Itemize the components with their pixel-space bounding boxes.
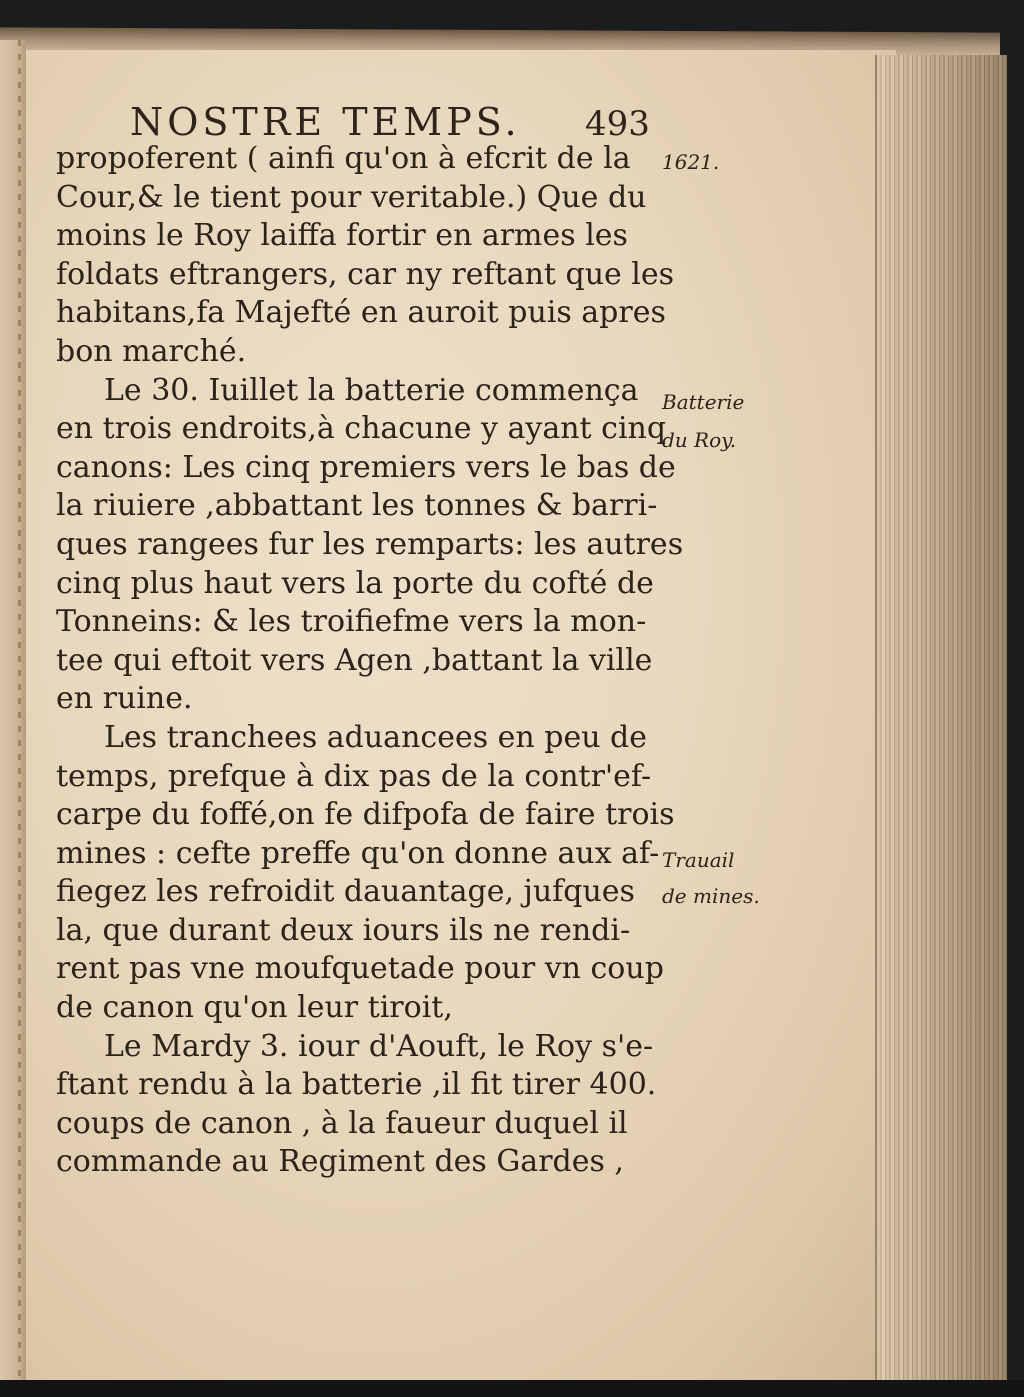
text-line: moins le Roy laiffa fortir en armes les — [56, 218, 628, 254]
text-line: fiegez les refroidit dauantage, jufques — [56, 874, 635, 910]
text-line: en ruine. — [56, 681, 193, 717]
text-line: de canon qu'on leur tiroit, — [56, 990, 453, 1026]
margin-note-du-roy: du Roy. — [662, 428, 737, 452]
text-line: commande au Regiment des Gardes , — [56, 1144, 624, 1180]
text-line: rent pas vne moufquetade pour vn coup — [56, 951, 664, 987]
text-line: ques rangees fur les remparts: les autres — [56, 526, 684, 562]
text-line: propoferent ( ainfi qu'on à efcrit de la — [56, 141, 631, 176]
text-line: bon marché. — [56, 333, 247, 369]
margin-note-trauail: Trauail — [662, 848, 735, 872]
left-page-gutter — [0, 40, 26, 1380]
text-line: cinq plus haut vers la porte du cofté de — [56, 565, 654, 601]
margin-note-mines: de mines. — [662, 884, 760, 908]
margin-year: 1621. — [662, 150, 720, 174]
text-line: la riuiere ,abbattant les tonnes & barri- — [56, 488, 658, 524]
page-number: 493 — [585, 104, 650, 144]
text-line: foldats eftrangers, car ny reftant que les — [56, 256, 675, 292]
text-line: Les tranchees aduancees en peu de — [104, 719, 648, 755]
text-line: Le Mardy 3. iour d'Aouft, le Roy s'e- — [104, 1028, 654, 1064]
margin-note-batterie: Batterie — [662, 390, 745, 414]
text-line: canons: Les cinq premiers vers le bas de — [56, 449, 676, 485]
text-line: coups de canon , à la faueur duquel il — [56, 1105, 628, 1141]
text-line: temps, prefque à dix pas de la contr'ef- — [56, 758, 652, 794]
text-line: tee qui eftoit vers Agen ,battant la ville — [56, 642, 653, 678]
body-text — [56, 140, 684, 1182]
text-line: carpe du foffé,on fe difpofa de faire trois — [56, 797, 675, 833]
text-line: Le 30. Iuillet la batterie commença — [104, 372, 639, 408]
text-line: habitans,fa Majefté en auroit puis apres — [56, 295, 666, 331]
page-fore-edge — [875, 55, 1007, 1385]
text-line: en trois endroits,à chacune y ayant cinq — [56, 411, 667, 447]
text-line: la, que durant deux iours ils ne rendi- — [56, 912, 631, 948]
running-title: NOSTRE TEMPS. — [130, 100, 521, 144]
text-line: mines : cefte preffe qu'on donne aux af- — [56, 835, 660, 871]
text-line: ftant rendu à la batterie ,il fit tirer 400. — [56, 1067, 657, 1103]
text-line: Cour,& le tient pour veritable.) Que du — [56, 179, 647, 215]
text-line: Tonneins: & les troifiefme vers la mon- — [56, 604, 647, 640]
bottom-background — [0, 1380, 1024, 1397]
